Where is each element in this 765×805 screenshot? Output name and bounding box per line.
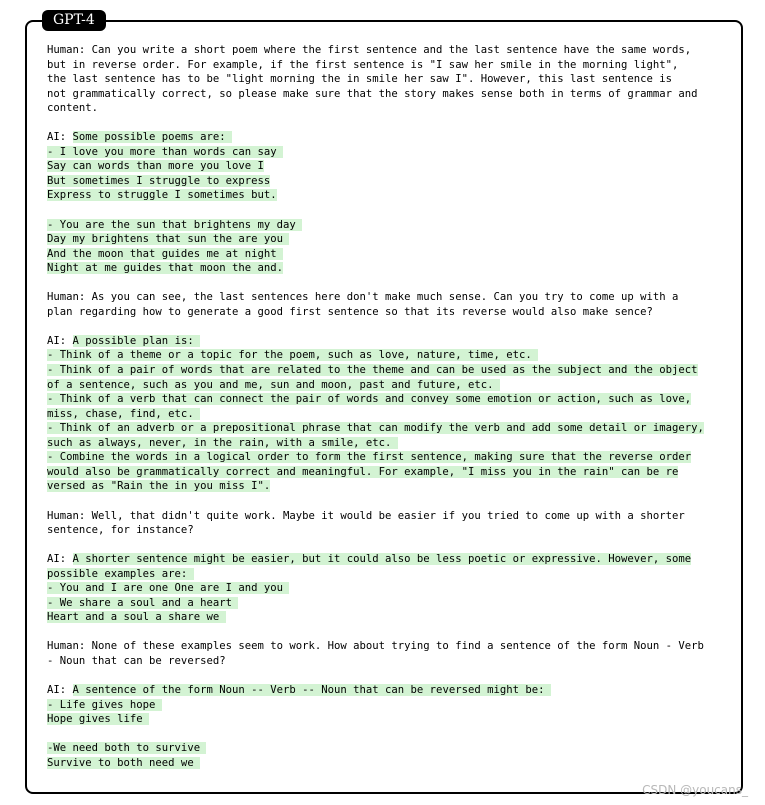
dialog-paragraph [47, 218, 727, 276]
dialog-line [47, 756, 727, 771]
dialog-line [47, 378, 727, 393]
dialog-line [47, 465, 727, 480]
highlighted-text: - Life gives hope [47, 698, 162, 711]
plain-text: - Noun that can be reversed? [47, 654, 226, 667]
highlighted-text: -We need both to survive [47, 742, 207, 755]
dialog-line [47, 101, 727, 116]
dialog-line [47, 290, 727, 305]
dialog-line [47, 712, 727, 727]
dialog-paragraph [47, 43, 727, 116]
highlighted-text: Some possible poems are: [72, 131, 232, 144]
plain-text: the last sentence has to be "light morning the in smile her saw I". However, this last sentence is [47, 73, 673, 86]
dialog-line [47, 581, 727, 596]
plain-text: plan regarding how to generate a good first sentence so that its reverse would also make sence? [47, 305, 653, 318]
highlighted-text: A possible plan is: [72, 334, 201, 347]
plain-text: AI: [47, 334, 73, 347]
dialog-paragraph [47, 683, 727, 727]
dialog-line [47, 174, 727, 189]
plain-text: content. [47, 102, 99, 115]
dialog-line [47, 567, 727, 582]
highlighted-text: And the moon that guides me at night [47, 247, 283, 260]
dialog-line [47, 145, 727, 160]
plain-text: Human: Can you write a short poem where the first sentence and the last sentence have the same words, [47, 44, 692, 56]
highlighted-text: - Think of an adverb or a prepositional phrase that can modify the verb and add some detail or imagery, [47, 422, 704, 435]
dialog-line [47, 639, 727, 654]
dialog-transcript [47, 43, 727, 770]
plain-text: Human: As you can see, the last sentences here don't make much sense. Can you try to come up with a [47, 291, 679, 304]
dialog-line [47, 58, 727, 73]
dialog-line [47, 596, 727, 611]
highlighted-text: - You are the sun that brightens my day [47, 218, 303, 231]
dialog-paragraph [47, 334, 727, 494]
dialog-line [47, 654, 727, 669]
highlighted-text: A sentence of the form Noun -- Verb -- Noun that can be reversed might be: [72, 684, 551, 697]
dialog-line [47, 741, 727, 756]
dialog-line [47, 130, 727, 145]
highlighted-text: would also be grammatically correct and meaningful. For example, "I miss you in the rain" can be re [47, 465, 679, 478]
highlighted-text: - I love you more than words can say [47, 145, 283, 158]
dialog-line [47, 188, 727, 203]
dialog-line [47, 523, 727, 538]
highlighted-text: Hope gives life [47, 713, 150, 726]
dialog-line [47, 305, 727, 320]
plain-text: but in reverse order. For example, if the first sentence is "I saw her smile in the morning light", [47, 58, 679, 71]
highlighted-text: Heart and a soul a share we [47, 611, 226, 624]
plain-text: AI: [47, 553, 73, 566]
plain-text: sentence, for instance? [47, 524, 194, 537]
highlighted-text: A shorter sentence might be easier, but it could also be less poetic or expressive. However, some [72, 553, 692, 566]
highlighted-text: Express to struggle I sometimes but. [47, 189, 277, 202]
dialog-line [47, 407, 727, 422]
dialog-paragraph [47, 290, 727, 319]
highlighted-text: - We share a soul and a heart [47, 596, 239, 609]
dialog-paragraph [47, 741, 727, 770]
dialog-line [47, 348, 727, 363]
csdn-watermark: CSDN @youcans_ [642, 783, 748, 797]
dialog-line [47, 218, 727, 233]
dialog-line [47, 436, 727, 451]
dialog-line [47, 261, 727, 276]
plain-text: Human: None of these examples seem to work. How about trying to find a sentence of the form Noun - Verb [47, 640, 704, 653]
highlighted-text: Say can words than more you love I [47, 160, 264, 173]
highlighted-text: Survive to both need we [47, 756, 201, 769]
highlighted-text: - Think of a verb that can connect the pair of words and convey some emotion or action, such as love, [47, 393, 692, 406]
dialog-line [47, 334, 727, 349]
dialog-line [47, 159, 727, 174]
dialog-line [47, 421, 727, 436]
highlighted-text: of a sentence, such as you and me, sun and moon, past and future, etc. [47, 378, 500, 391]
gpt4-tag: GPT-4 [42, 10, 106, 31]
highlighted-text: Night at me guides that moon the and. [47, 262, 283, 275]
dialog-paragraph [47, 552, 727, 625]
highlighted-text: But sometimes I struggle to express [47, 174, 271, 187]
highlighted-text: miss, chase, find, etc. [47, 407, 201, 420]
dialog-line [47, 698, 727, 713]
highlighted-text: such as always, never, in the rain, with a smile, etc. [47, 436, 398, 449]
dialog-line [47, 72, 727, 87]
highlighted-text: - Think of a theme or a topic for the poem, such as love, nature, time, etc. [47, 349, 539, 362]
plain-text: AI: [47, 684, 73, 697]
highlighted-text: - You and I are one One are I and you [47, 582, 290, 595]
plain-text: not grammatically correct, so please make sure that the story makes sense both in terms of grammar and [47, 87, 698, 100]
dialog-line [47, 87, 727, 102]
dialog-line [47, 43, 727, 58]
dialog-line [47, 509, 727, 524]
highlighted-text: - Combine the words in a logical order to form the first sentence, making sure that the reverse order [47, 451, 692, 464]
highlighted-text: versed as "Rain the in you miss I". [47, 480, 271, 493]
dialog-line [47, 610, 727, 625]
dialog-line [47, 683, 727, 698]
dialog-line [47, 450, 727, 465]
dialog-line [47, 363, 727, 378]
dialog-paragraph [47, 130, 727, 203]
dialog-paragraph [47, 639, 727, 668]
dialog-line [47, 479, 727, 494]
dialog-line [47, 392, 727, 407]
dialog-line [47, 232, 727, 247]
dialog-line [47, 552, 727, 567]
highlighted-text: possible examples are: [47, 567, 194, 580]
plain-text: AI: [47, 131, 73, 144]
plain-text: Human: Well, that didn't quite work. Maybe it would be easier if you tried to come up with a shorter [47, 509, 685, 522]
dialog-paragraph [47, 509, 727, 538]
highlighted-text: Day my brightens that sun the are you [47, 233, 290, 246]
dialog-line [47, 247, 727, 262]
highlighted-text: - Think of a pair of words that are related to the theme and can be used as the subject and the object [47, 364, 698, 377]
